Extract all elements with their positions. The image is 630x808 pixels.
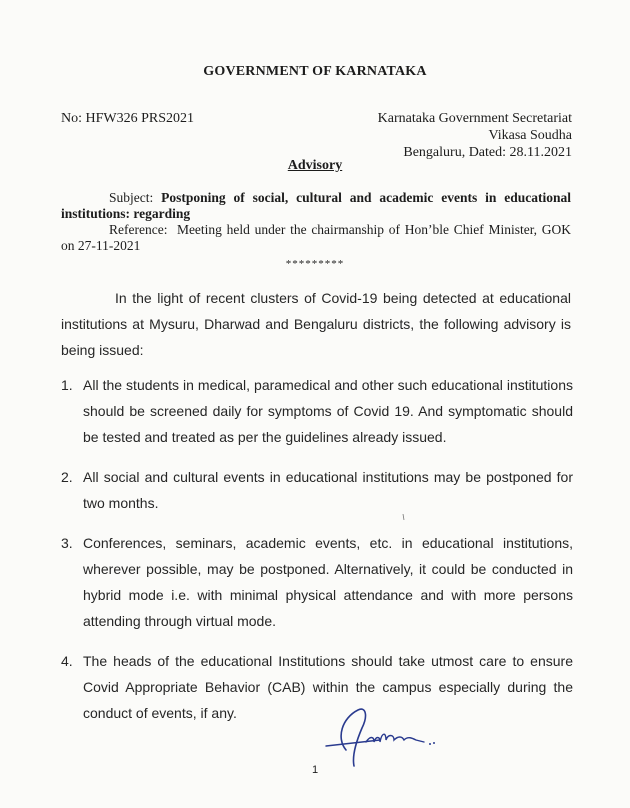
subject-label: Subject: [109,190,154,205]
reference-number: No: HFW326 PRS2021 [61,111,195,126]
address-block [378,110,572,161]
subject-line [61,190,571,222]
separator: ********* [285,258,345,270]
item-number: 4. [61,653,73,669]
handwritten-signature [322,702,442,772]
list-item [61,648,573,726]
address-line: Vikasa Soudha [488,128,572,143]
subject-text: Postponing of social, cultural and academic events in educational institutions: regarding [61,190,571,221]
item-text: The heads of the educational Institutions should take utmost care to ensure Covid Appropriate Behavior (CAB) within the campus especially during the conduct of events, if any. [83,653,573,721]
item-number: 2. [61,469,73,485]
list-item [61,464,573,516]
address-line: Karnataka Government Secretariat [377,111,572,126]
stray-mark [402,507,405,513]
government-heading: GOVERNMENT OF KARNATAKA [203,64,427,79]
item-number: 3. [61,535,73,551]
reference-text: Meeting held under the chairmanship of Hon’ble Chief Minister, GOK on 27-11-2021 [61,222,572,253]
page-number: 1 [311,764,319,776]
item-number: 1. [61,377,73,393]
list-item [61,372,573,450]
advisory-list [61,372,573,740]
list-item [61,530,573,634]
advisory-title: Advisory [287,158,343,173]
intro-paragraph: In the light of recent clusters of Covid-19 being detected at educational institutions at Mysuru, Dharwad and Bengaluru districts, the following advisory is being issued: [61,290,571,358]
item-text: Conferences, seminars, academic events, etc. in educational institutions, wherever possible, may be postponed. Alternatively, it could be conducted in hybrid mode i.e. with minimal physical attendance and with more persons attending through virtual mode. [83,535,573,629]
reference-line [61,222,571,254]
reference-label: Reference: [109,222,168,237]
item-text: All social and cultural events in educational institutions may be postponed for two months. [83,469,573,511]
address-date-line: Bengaluru, Dated: 28.11.2021 [403,145,572,160]
item-text: All the students in medical, paramedical and other such educational institutions should be screened daily for symptoms of Covid 19. And symptomatic should be tested and treated as per the guidelines already issued. [83,377,573,445]
